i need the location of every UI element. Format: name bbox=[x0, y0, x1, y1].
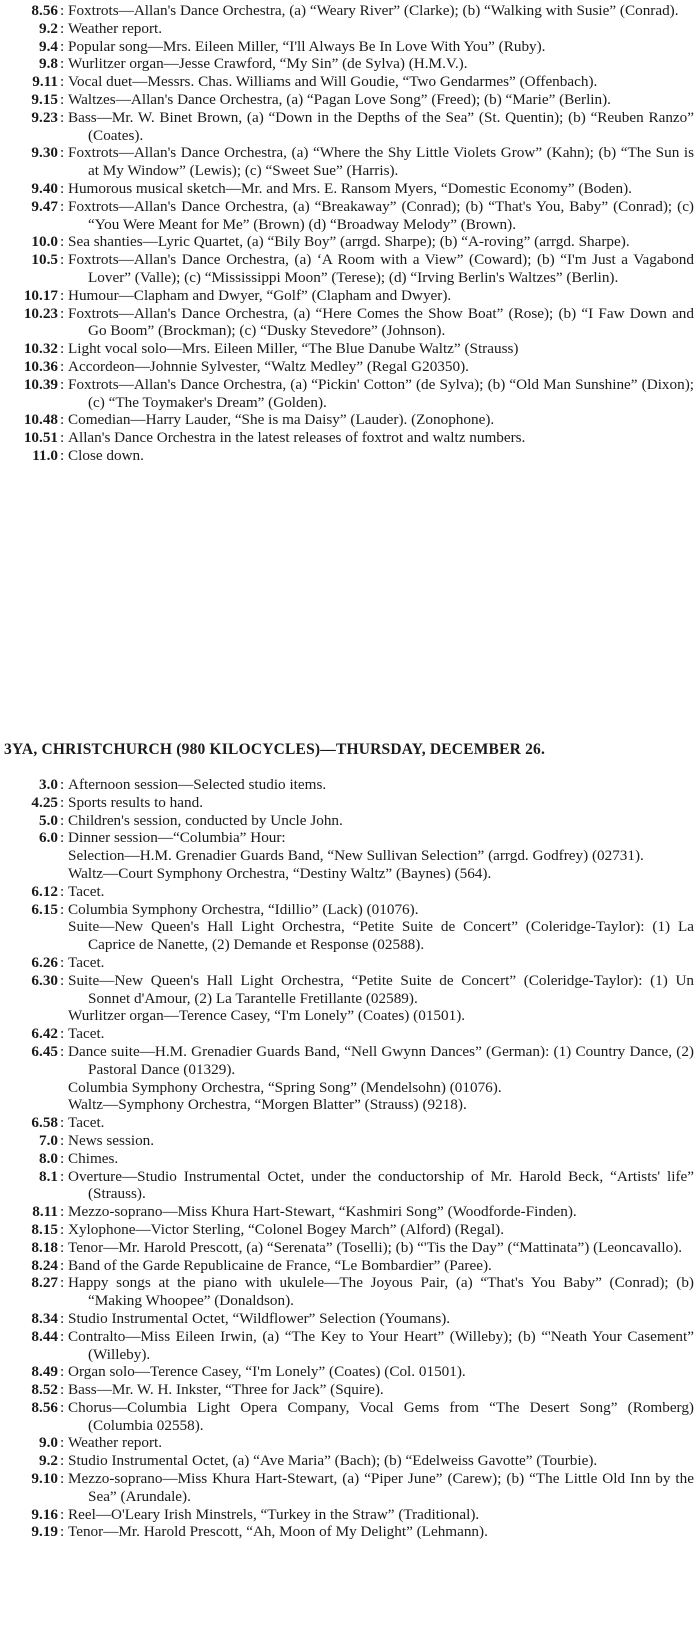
programme-entry bbox=[0, 1399, 700, 1435]
entry-time: 8.56 bbox=[31, 2, 58, 19]
entry-text: Waltz—Court Symphony Orchestra, “Destiny Waltz” (Baynes) (564). bbox=[68, 864, 492, 882]
entry-colon: : bbox=[60, 900, 65, 918]
programme-entry bbox=[0, 55, 700, 73]
entry-colon: : bbox=[60, 793, 65, 811]
entry-colon: : bbox=[60, 357, 65, 375]
programme-entry bbox=[0, 305, 700, 341]
entry-colon: : bbox=[60, 1025, 65, 1043]
entry-time: 7.0 bbox=[39, 1131, 58, 1149]
programme-entry bbox=[0, 73, 700, 91]
entry-text: Waltzes—Allan's Dance Orchestra, (a) “Pagan Love Song” (Freed); (b) “Marie” (Berlin). bbox=[68, 90, 611, 108]
entry-colon: : bbox=[60, 829, 65, 847]
entry-colon: : bbox=[60, 37, 65, 55]
programme-entry bbox=[0, 376, 700, 412]
entry-colon: : bbox=[60, 90, 65, 108]
entry-text: Mezzo-soprano—Miss Khura Hart-Stewart, (a) “Piper June” (Carew); (b) “The Little Old Inn by the Sea” (Arundale). bbox=[68, 1470, 694, 1505]
entry-text: Chimes. bbox=[68, 1149, 119, 1167]
programme-entry bbox=[0, 1506, 700, 1524]
entry-time: 5.0 bbox=[39, 811, 58, 829]
entry-time: 8.27 bbox=[31, 1274, 58, 1292]
entry-time: 9.11 bbox=[32, 73, 58, 91]
entry-colon: : bbox=[60, 1114, 65, 1132]
entry-text: Sports results to hand. bbox=[68, 793, 203, 811]
entry-text: Bass—Mr. W. Binet Brown, (a) “Down in the Depths of the Sea” (St. Quentin); (b) “Reuben Ranzo” (Coates). bbox=[68, 108, 694, 144]
entry-time: 8.18 bbox=[31, 1238, 58, 1256]
entry-colon: : bbox=[60, 776, 65, 793]
programme-entry bbox=[0, 1523, 700, 1541]
entry-text: Dance suite—H.M. Grenadier Guards Band, “Nell Gwynn Dances” (German): (1) Country Dance, (2) Pastoral Dance (01329). bbox=[68, 1042, 694, 1078]
entry-time: 8.15 bbox=[31, 1220, 58, 1238]
programme-entry bbox=[0, 340, 700, 358]
entry-time: 10.48 bbox=[23, 411, 58, 429]
programme-entry bbox=[0, 812, 700, 830]
programme-entry bbox=[0, 1079, 700, 1097]
entry-text: Dinner session—“Columbia” Hour: bbox=[68, 829, 286, 847]
entry-time: 9.2 bbox=[39, 19, 58, 37]
programme-entry bbox=[0, 109, 700, 145]
programme-entry bbox=[0, 1132, 700, 1150]
programme-entry bbox=[0, 776, 700, 794]
entry-colon: : bbox=[60, 1398, 65, 1416]
programme-entry bbox=[0, 794, 700, 812]
entry-time: 8.44 bbox=[31, 1327, 58, 1345]
entry-time: 8.11 bbox=[32, 1203, 58, 1221]
entry-text: Accordeon—Johnnie Sylvester, “Waltz Medley” (Regal G20350). bbox=[68, 357, 469, 375]
programme-entry bbox=[0, 1381, 700, 1399]
entry-text: Suite—New Queen's Hall Light Orchestra, “Petite Suite de Concert” (Coleridge-Taylor): (1) Un Sonnet d'Amour, (2) La Tarantelle Fretillante (02589). bbox=[68, 971, 694, 1007]
programme-entry bbox=[0, 847, 700, 865]
entry-colon: : bbox=[60, 1256, 65, 1274]
entry-time: 8.0 bbox=[39, 1149, 58, 1167]
entry-text: Tenor—Mr. Harold Prescott, (a) “Serenata” (Toselli); (b) “'Tis the Day” (“Mattinata”) (Leoncavallo). bbox=[68, 1238, 683, 1256]
entry-text: Foxtrots—Allan's Dance Orchestra, (a) “Pickin' Cotton” (de Sylva); (b) “Old Man Sunshine” (Dixon); (c) “The Toymaker's Dream” (Golden). bbox=[68, 375, 694, 411]
programme-entry bbox=[0, 358, 700, 376]
programme-entry bbox=[0, 1168, 700, 1204]
entry-colon: : bbox=[60, 73, 65, 91]
station-heading: 3YA, CHRISTCHURCH (980 KILOCYCLES)—THURSDAY, DECEMBER 26. bbox=[4, 741, 546, 758]
entry-time: 9.2 bbox=[39, 1452, 58, 1470]
entry-time: 10.0 bbox=[31, 233, 58, 251]
entry-colon: : bbox=[60, 1238, 65, 1256]
entry-text: Mezzo-soprano—Miss Khura Hart-Stewart, “Kashmiri Song” (Woodforde-Finden). bbox=[68, 1203, 577, 1221]
entry-colon: : bbox=[60, 1470, 65, 1488]
programme-entry bbox=[0, 20, 700, 38]
entry-colon: : bbox=[60, 1131, 65, 1149]
entry-colon: : bbox=[60, 1167, 65, 1185]
programme-entry bbox=[0, 1096, 700, 1114]
programme-entry bbox=[0, 1257, 700, 1275]
entry-text: Afternoon session—Selected studio items. bbox=[68, 776, 327, 793]
programme-entry bbox=[0, 1025, 700, 1043]
programme-entry bbox=[0, 180, 700, 198]
entry-colon: : bbox=[60, 882, 65, 900]
entry-text: Close down. bbox=[68, 446, 144, 464]
entry-colon: : bbox=[60, 1203, 65, 1221]
programme-entry bbox=[0, 1043, 700, 1079]
programme-entry bbox=[0, 1470, 700, 1506]
programme-entry bbox=[0, 1239, 700, 1257]
entry-time: 9.4 bbox=[39, 37, 58, 55]
programme-entry bbox=[0, 1007, 700, 1025]
entry-time: 6.58 bbox=[31, 1114, 58, 1132]
entry-colon: : bbox=[60, 2, 65, 19]
entry-text: Children's session, conducted by Uncle John. bbox=[68, 811, 343, 829]
entry-colon: : bbox=[60, 1309, 65, 1327]
entry-colon: : bbox=[60, 340, 65, 358]
programme-entry bbox=[0, 91, 700, 109]
programme-entry bbox=[0, 251, 700, 287]
entry-time: 9.23 bbox=[31, 108, 58, 126]
entry-colon: : bbox=[60, 251, 65, 269]
entry-time: 10.39 bbox=[23, 375, 58, 393]
entry-text: Tacet. bbox=[68, 1114, 105, 1132]
entry-colon: : bbox=[60, 1042, 65, 1060]
entry-time: 4.25 bbox=[31, 793, 58, 811]
entry-text: Light vocal solo—Mrs. Eileen Miller, “The Blue Danube Waltz” (Strauss) bbox=[68, 340, 519, 358]
programme-entry bbox=[0, 38, 700, 56]
entry-text: Humorous musical sketch—Mr. and Mrs. E. Ransom Myers, “Domestic Economy” (Boden). bbox=[68, 179, 632, 197]
programme-entry bbox=[0, 901, 700, 919]
entry-colon bbox=[60, 918, 68, 954]
entry-text: Wurlitzer organ—Terence Casey, “I'm Lonely” (Coates) (01501). bbox=[68, 1007, 466, 1025]
entry-text: Selection—H.M. Grenadier Guards Band, “New Sullivan Selection” (arrgd. Godfrey) (02731). bbox=[68, 847, 644, 865]
entry-text: Allan's Dance Orchestra in the latest releases of foxtrot and waltz numbers. bbox=[68, 429, 526, 447]
entry-colon: : bbox=[60, 1523, 65, 1541]
entry-text: Chorus—Columbia Light Opera Company, Vocal Gems from “The Desert Song” (Romberg) (Columbia 02558). bbox=[68, 1398, 694, 1434]
programme-list-christchurch bbox=[0, 776, 700, 1541]
entry-colon: : bbox=[60, 179, 65, 197]
entry-text: Tacet. bbox=[68, 953, 105, 971]
entry-time: 9.19 bbox=[31, 1523, 58, 1541]
entry-time: 8.34 bbox=[31, 1309, 58, 1327]
entry-text: Contralto—Miss Eileen Irwin, (a) “The Key to Your Heart” (Willeby); (b) “'Neath Your Casement” (Willeby). bbox=[68, 1327, 694, 1363]
entry-time: 6.12 bbox=[31, 882, 58, 900]
entry-text: Xylophone—Victor Sterling, “Colonel Bogey March” (Alford) (Regal). bbox=[68, 1220, 505, 1238]
entry-time: 6.42 bbox=[31, 1025, 58, 1043]
entry-text: Columbia Symphony Orchestra, “Idillio” (Lack) (01076). bbox=[68, 900, 419, 918]
entry-time: 8.52 bbox=[31, 1381, 58, 1399]
entry-colon: : bbox=[60, 1220, 65, 1238]
entry-colon: : bbox=[60, 1363, 65, 1381]
entry-time: 10.5 bbox=[31, 251, 58, 269]
entry-colon: : bbox=[60, 1452, 65, 1470]
entry-colon: : bbox=[60, 446, 65, 464]
entry-colon: : bbox=[60, 286, 65, 304]
entry-colon: : bbox=[60, 1434, 65, 1452]
programme-entry bbox=[0, 287, 700, 305]
entry-text: Popular song—Mrs. Eileen Miller, “I'll Always Be In Love With You” (Ruby). bbox=[68, 37, 546, 55]
programme-entry bbox=[0, 883, 700, 901]
entry-text: Foxtrots—Allan's Dance Orchestra, (a) ‘A Room with a View” (Coward); (b) “I'm Just a Vagabond Lover” (Valle); (c) “Mississippi Moon” (Terese); (d) “Irving Berlin's Waltzes” (Berlin). bbox=[68, 251, 694, 286]
entry-text: Organ solo—Terence Casey, “I'm Lonely” (Coates) (Col. 01501). bbox=[68, 1363, 466, 1381]
programme-entry bbox=[0, 1328, 700, 1364]
entry-colon bbox=[60, 847, 68, 865]
entry-text: Foxtrots—Allan's Dance Orchestra, (a) “Weary River” (Clarke); (b) “Walking with Susie” (Conrad). bbox=[68, 2, 679, 19]
entry-time: 10.32 bbox=[23, 340, 58, 358]
entry-text: Happy songs at the piano with ukulele—The Joyous Pair, (a) “That's You Baby” (Conrad); (b) “Making Whoopee” (Donaldson). bbox=[68, 1274, 694, 1310]
entry-text: Sea shanties—Lyric Quartet, (a) “Bily Boy” (arrgd. Sharpe); (b) “A-roving” (arrgd. Sharpe). bbox=[68, 233, 630, 251]
entry-text: Overture—Studio Instrumental Octet, under the conductorship of Mr. Harold Beck, “Artists' life” (Strauss). bbox=[68, 1167, 694, 1203]
programme-entry bbox=[0, 1203, 700, 1221]
programme-entry bbox=[0, 1310, 700, 1328]
entry-colon: : bbox=[60, 971, 65, 989]
programme-entry bbox=[0, 233, 700, 251]
entry-colon: : bbox=[60, 197, 65, 215]
programme-entry bbox=[0, 1114, 700, 1132]
entry-text: Studio Instrumental Octet, (a) “Ave Maria” (Bach); (b) “Edelweiss Gavotte” (Tourbie). bbox=[68, 1452, 598, 1470]
entry-time: 9.10 bbox=[31, 1470, 58, 1488]
entry-time: 10.51 bbox=[23, 429, 58, 447]
programme-entry bbox=[0, 954, 700, 972]
entry-colon bbox=[60, 865, 68, 883]
programme-entry bbox=[0, 829, 700, 847]
entry-time: 6.45 bbox=[31, 1042, 58, 1060]
entry-time: 6.0 bbox=[39, 829, 58, 847]
programme-entry bbox=[0, 1274, 700, 1310]
entry-text: Suite—New Queen's Hall Light Orchestra, “Petite Suite de Concert” (Coleridge-Taylor): (1) La Caprice de Nanette, (2) Demande et Response (02588). bbox=[68, 918, 694, 954]
entry-colon: : bbox=[60, 1505, 65, 1523]
entry-colon: : bbox=[60, 108, 65, 126]
entry-text: Studio Instrumental Octet, “Wildflower” Selection (Youmans). bbox=[68, 1309, 451, 1327]
entry-colon: : bbox=[60, 375, 65, 393]
entry-colon: : bbox=[60, 19, 65, 37]
entry-time: 8.1 bbox=[39, 1167, 58, 1185]
entry-text: Wurlitzer organ—Jesse Crawford, “My Sin” (de Sylva) (H.M.V.). bbox=[68, 55, 468, 73]
entry-colon: : bbox=[60, 411, 65, 429]
programme-entry bbox=[0, 198, 700, 234]
programme-entry bbox=[0, 144, 700, 180]
programme-entry bbox=[0, 2, 700, 20]
entry-text: Weather report. bbox=[68, 1434, 163, 1452]
entry-text: Humour—Clapham and Dwyer, “Golf” (Clapham and Dwyer). bbox=[68, 286, 452, 304]
entry-time: 8.24 bbox=[31, 1256, 58, 1274]
entry-colon: : bbox=[60, 144, 65, 162]
entry-text: Tacet. bbox=[68, 882, 105, 900]
entry-text: Bass—Mr. W. H. Inkster, “Three for Jack” (Squire). bbox=[68, 1381, 384, 1399]
entry-colon bbox=[60, 1007, 68, 1025]
entry-text: Vocal duet—Messrs. Chas. Williams and Will Goudie, “Two Gendarmes” (Offenbach). bbox=[68, 73, 598, 91]
entry-time: 9.30 bbox=[31, 144, 58, 162]
entry-colon: : bbox=[60, 55, 65, 73]
entry-text: Band of the Garde Republicaine de France, “Le Bombardier” (Paree). bbox=[68, 1256, 492, 1274]
entry-time: 9.16 bbox=[31, 1505, 58, 1523]
entry-text: Reel—O'Leary Irish Minstrels, “Turkey in the Straw” (Traditional). bbox=[68, 1505, 480, 1523]
entry-time: 11.0 bbox=[32, 446, 58, 464]
programme-entry bbox=[0, 429, 700, 447]
entry-time: 8.56 bbox=[31, 1398, 58, 1416]
entry-colon: : bbox=[60, 233, 65, 251]
entry-time: 6.30 bbox=[31, 971, 58, 989]
programme-entry bbox=[0, 447, 700, 465]
entry-text: Columbia Symphony Orchestra, “Spring Song” (Mendelsohn) (01076). bbox=[68, 1078, 502, 1096]
entry-colon: : bbox=[60, 1149, 65, 1167]
entry-text: Comedian—Harry Lauder, “She is ma Daisy” (Lauder). (Zonophone). bbox=[68, 411, 495, 429]
entry-time: 6.15 bbox=[31, 900, 58, 918]
programme-entry bbox=[0, 1221, 700, 1239]
entry-colon: : bbox=[60, 429, 65, 447]
entry-time: 10.23 bbox=[23, 304, 58, 322]
entry-text: Foxtrots—Allan's Dance Orchestra, (a) “Where the Shy Little Violets Grow” (Kahn); (b) “The Sun is at My Window” (Lewis); (c) “Sweet Sue” (Harris). bbox=[68, 144, 694, 180]
entry-colon bbox=[60, 1079, 68, 1097]
entry-time: 10.36 bbox=[23, 357, 58, 375]
entry-text: Waltz—Symphony Orchestra, “Morgen Blatter” (Strauss) (9218). bbox=[68, 1096, 467, 1114]
programme-list-top bbox=[0, 2, 700, 465]
entry-text: Weather report. bbox=[68, 19, 163, 37]
entry-colon: : bbox=[60, 304, 65, 322]
entry-colon: : bbox=[60, 953, 65, 971]
entry-time: 9.47 bbox=[31, 197, 58, 215]
entry-colon: : bbox=[60, 1274, 65, 1292]
programme-entry bbox=[0, 411, 700, 429]
entry-text: Foxtrots—Allan's Dance Orchestra, (a) “Breakaway” (Conrad); (b) “That's You, Baby” (Conrad); (c) “You Were Meant for Me” (Brown) (d) “Broadway Melody” (Brown). bbox=[68, 197, 694, 233]
programme-entry bbox=[0, 1363, 700, 1381]
entry-colon: : bbox=[60, 1327, 65, 1345]
entry-text: Tenor—Mr. Harold Prescott, “Ah, Moon of My Delight” (Lehmann). bbox=[68, 1523, 488, 1541]
entry-time: 9.8 bbox=[39, 55, 58, 73]
programme-entry bbox=[0, 972, 700, 1008]
entry-colon: : bbox=[60, 811, 65, 829]
entry-time: 3.0 bbox=[39, 776, 58, 793]
entry-time: 6.26 bbox=[31, 953, 58, 971]
entry-time: 9.15 bbox=[31, 90, 58, 108]
programme-entry bbox=[0, 1452, 700, 1470]
entry-colon: : bbox=[60, 1381, 65, 1399]
entry-text: Foxtrots—Allan's Dance Orchestra, (a) “Here Comes the Show Boat” (Rose); (b) “I Faw Down and Go Boom” (Brockman); (c) “Dusky Stevedore” (Johnson). bbox=[68, 304, 694, 340]
entry-time: 8.49 bbox=[31, 1363, 58, 1381]
entry-time: 9.40 bbox=[31, 179, 58, 197]
entry-text: News session. bbox=[68, 1131, 155, 1149]
entry-time: 10.17 bbox=[23, 286, 58, 304]
programme-entry bbox=[0, 865, 700, 883]
programme-entry bbox=[0, 1150, 700, 1168]
entry-colon bbox=[60, 1096, 68, 1114]
entry-time: 9.0 bbox=[39, 1434, 58, 1452]
programme-entry bbox=[0, 918, 700, 954]
programme-entry bbox=[0, 1434, 700, 1452]
entry-text: Tacet. bbox=[68, 1025, 105, 1043]
